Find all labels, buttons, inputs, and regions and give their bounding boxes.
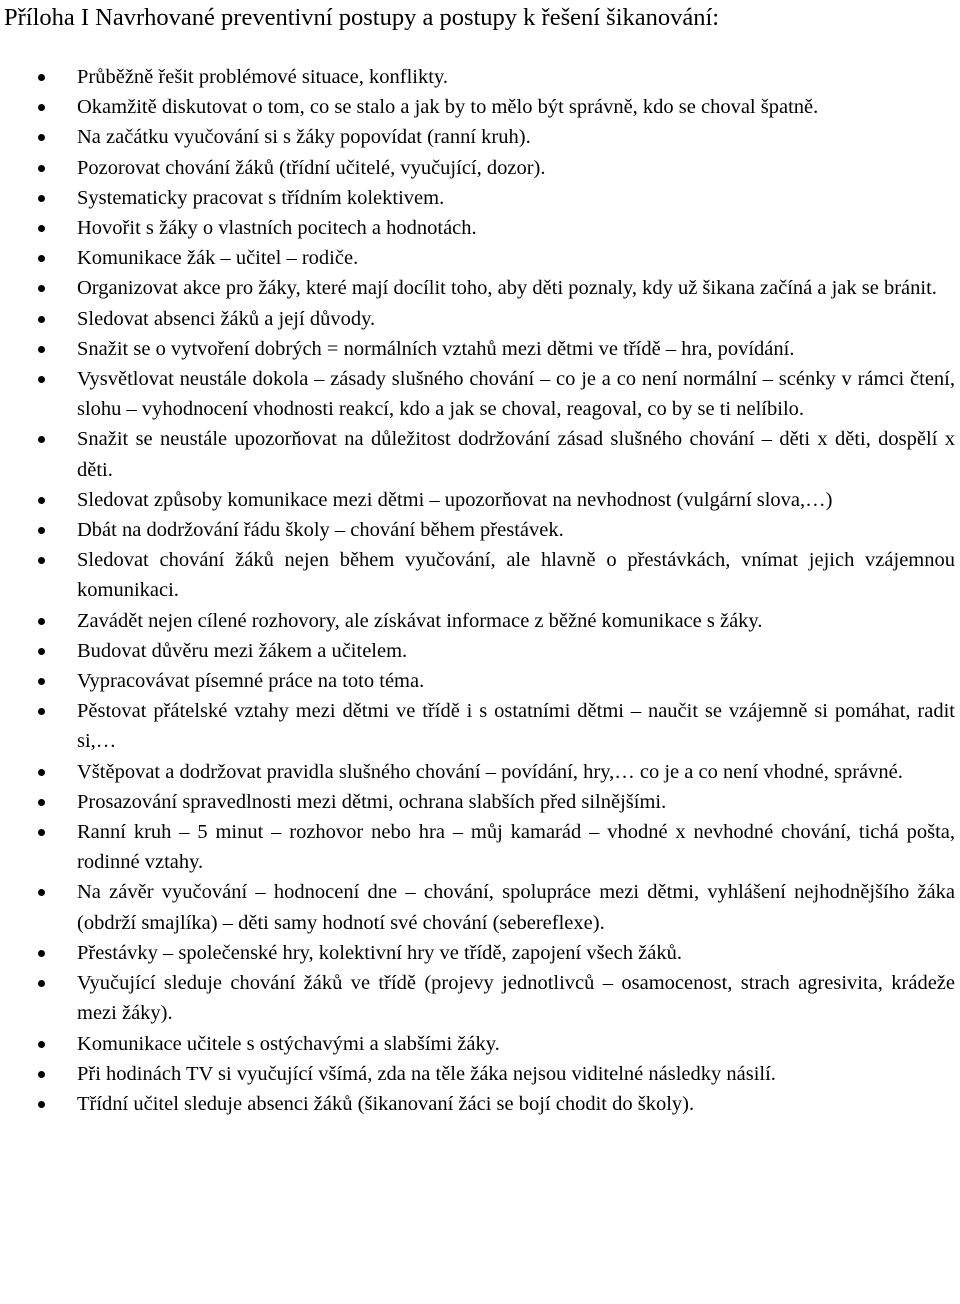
list-item: [4, 938, 955, 968]
list-item-text: Na závěr vyučování – hodnocení dne – chování, spolupráce mezi dětmi, vyhlášení nejhodnějšího žáka (obdrží smajlíka) – děti samy hodnotí své chování (sebereflexe).: [77, 881, 955, 934]
bullet-icon: [38, 527, 45, 534]
list-item: [4, 92, 955, 122]
bullet-icon: [38, 889, 45, 896]
bullet-icon: [38, 346, 45, 353]
list-item-text: Vypracovávat písemné práce na toto téma.: [77, 670, 425, 693]
list-item-text: Dbát na dodržování řádu školy – chování během přestávek.: [77, 519, 564, 542]
bullet-icon: [38, 165, 45, 172]
list-item: [4, 666, 955, 696]
list-item: [4, 817, 955, 877]
bullet-icon: [38, 618, 45, 625]
bullet-icon: [38, 708, 45, 715]
bullet-icon: [38, 225, 45, 232]
list-item-text: Sledovat chování žáků nejen během vyučování, ale hlavně o přestávkách, vnímat jejich vzájemnou komunikaci.: [77, 549, 955, 602]
list-item: [4, 364, 955, 424]
bullet-icon: [38, 829, 45, 836]
list-item-text: Komunikace žák – učitel – rodiče.: [77, 247, 359, 270]
list-item: [4, 243, 955, 273]
list-item: [4, 122, 955, 152]
list-item-text: Okamžitě diskutovat o tom, co se stalo a jak by to mělo být správně, kdo se choval špatně.: [77, 96, 819, 119]
list-item: [4, 485, 955, 515]
list-item-text: Systematicky pracovat s třídním kolektivem.: [77, 186, 445, 209]
list-item-text: Průběžně řešit problémové situace, konflikty.: [77, 66, 448, 88]
list-item: [4, 515, 955, 545]
list-item-text: Vštěpovat a dodržovat pravidla slušného chování – povídání, hry,… co je a co není vhodné, správné.: [77, 760, 903, 783]
bullet-list: [4, 62, 955, 1119]
list-item: [4, 968, 955, 1028]
list-item-text: Vyučující sleduje chování žáků ve třídě (projevy jednotlivců – osamocenost, strach agresivita, krádeže mezi žáky).: [77, 972, 955, 1025]
bullet-icon: [38, 678, 45, 685]
bullet-icon: [38, 799, 45, 806]
list-item: [4, 877, 955, 937]
list-item: [4, 304, 955, 334]
list-item: [4, 787, 955, 817]
bullet-icon: [38, 376, 45, 383]
list-item-text: Zavádět nejen cílené rozhovory, ale získávat informace z běžné komunikace s žáky.: [77, 609, 763, 632]
bullet-icon: [38, 285, 45, 292]
list-item: [4, 636, 955, 666]
list-item: [4, 1059, 955, 1089]
list-item: [4, 213, 955, 243]
list-item: [4, 62, 955, 92]
list-item-text: Vysvětlovat neustále dokola – zásady slušného chování – co je a co není normální – scénky v rámci čtení, slohu – vyhodnocení vhodnosti reakcí, kdo a jak se choval, reagoval, co by se ti nelíbilo.: [77, 368, 955, 421]
bullet-icon: [38, 316, 45, 323]
bullet-icon: [38, 134, 45, 141]
bullet-icon: [38, 255, 45, 262]
bullet-icon: [38, 74, 45, 81]
list-item-text: Pozorovat chování žáků (třídní učitelé, vyučující, dozor).: [77, 156, 546, 179]
list-item-text: Přestávky – společenské hry, kolektivní hry ve třídě, zapojení všech žáků.: [77, 941, 682, 964]
bullet-icon: [38, 104, 45, 111]
bullet-icon: [38, 980, 45, 987]
bullet-icon: [38, 497, 45, 504]
list-item-text: Na začátku vyučování si s žáky popovídat (ranní kruh).: [77, 126, 531, 149]
list-item: [4, 606, 955, 636]
list-item: [4, 696, 955, 756]
list-item: [4, 1029, 955, 1059]
bullet-icon: [38, 950, 45, 957]
list-item-text: Komunikace učitele s ostýchavými a slabšími žáky.: [77, 1032, 500, 1055]
list-item-text: Třídní učitel sleduje absenci žáků (šikanovaní žáci se bojí chodit do školy).: [77, 1092, 695, 1115]
list-item-text: Pěstovat přátelské vztahy mezi dětmi ve třídě i s ostatními dětmi – naučit se vzájemně si pomáhat, radit si,…: [77, 700, 955, 753]
bullet-icon: [38, 769, 45, 776]
bullet-icon: [38, 1071, 45, 1078]
list-item-text: Snažit se neustále upozorňovat na důležitost dodržování zásad slušného chování – děti x děti, dospělí x děti.: [77, 428, 955, 481]
list-item: [4, 545, 955, 605]
list-item-text: Hovořit s žáky o vlastních pocitech a hodnotách.: [77, 217, 477, 240]
list-item-text: Prosazování spravedlnosti mezi dětmi, ochrana slabších před silnějšími.: [77, 790, 667, 813]
list-item-text: Ranní kruh – 5 minut – rozhovor nebo hra – můj kamarád – vhodné x nevhodné chování, tichá pošta, rodinné vztahy.: [77, 821, 955, 874]
list-item-text: Organizovat akce pro žáky, které mají docílit toho, aby děti poznaly, kdy už šikana začíná a jak se bránit.: [77, 277, 937, 300]
page-title: Příloha I Navrhované preventivní postupy a postupy k řešení šikanování:: [4, 4, 720, 31]
list-item-text: Sledovat absenci žáků a její důvody.: [77, 307, 376, 330]
bullet-icon: [38, 648, 45, 655]
list-item: [4, 334, 955, 364]
bullet-icon: [38, 1101, 45, 1108]
list-item: [4, 273, 955, 303]
bullet-icon: [38, 436, 45, 443]
bullet-icon: [38, 557, 45, 564]
list-item-text: Při hodinách TV si vyučující všímá, zda na těle žáka nejsou viditelné následky násilí.: [77, 1062, 776, 1085]
list-item: [4, 183, 955, 213]
list-item-text: Sledovat způsoby komunikace mezi dětmi – upozorňovat na nevhodnost (vulgární slova,…): [77, 488, 833, 511]
bullet-icon: [38, 195, 45, 202]
list-item-text: Budovat důvěru mezi žákem a učitelem.: [77, 639, 408, 662]
list-item-text: Snažit se o vytvoření dobrých = normálních vztahů mezi dětmi ve třídě – hra, povídání.: [77, 337, 795, 360]
list-item: [4, 424, 955, 484]
list-item: [4, 757, 955, 787]
list-item: [4, 1089, 955, 1119]
list-item: [4, 153, 955, 183]
bullet-icon: [38, 1041, 45, 1048]
